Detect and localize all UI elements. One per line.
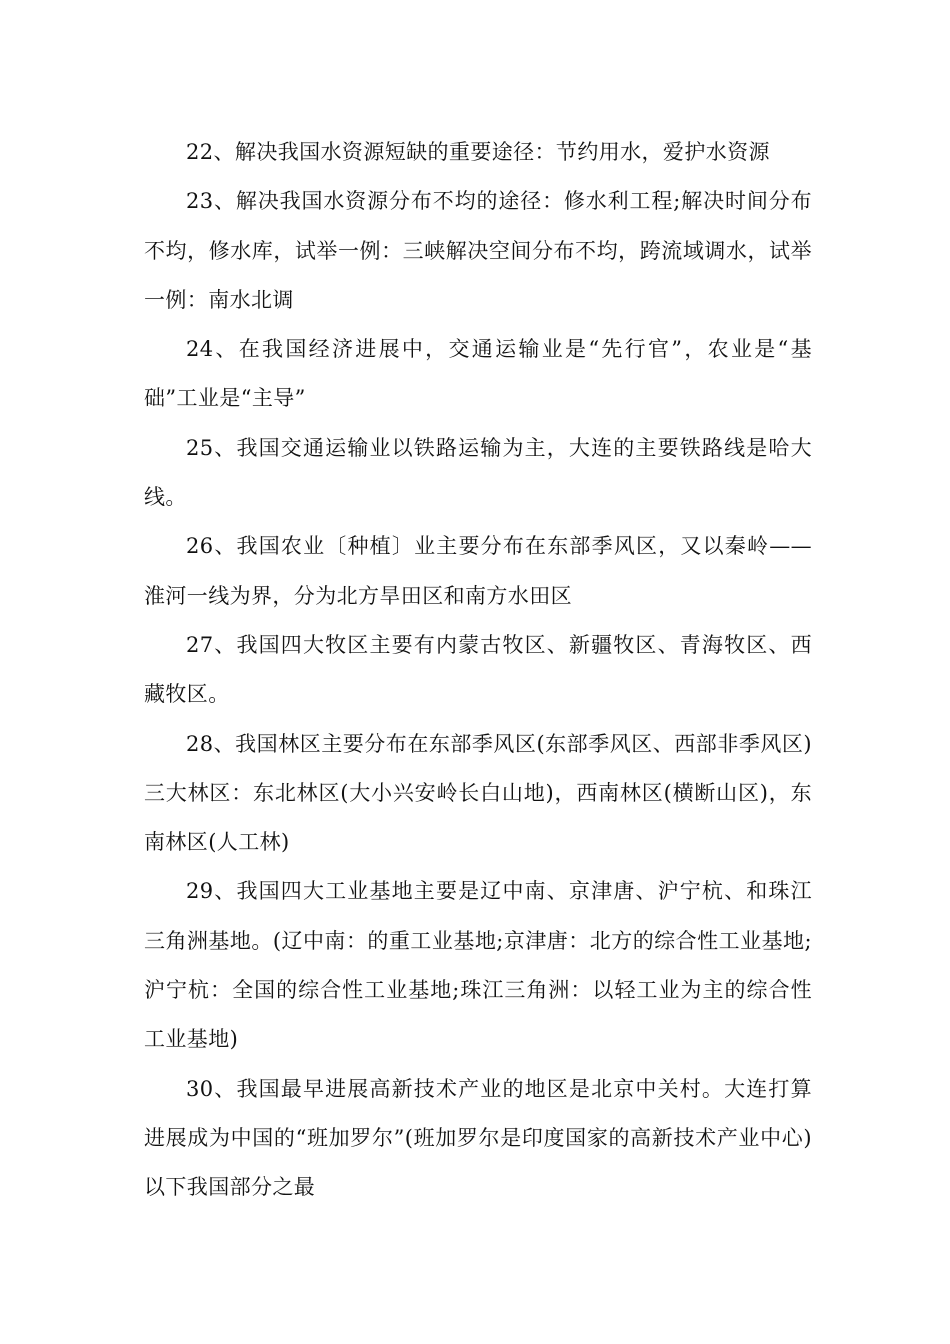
paragraph-27: 27、我国四大牧区主要有内蒙古牧区、新疆牧区、青海牧区、西藏牧区。	[144, 632, 812, 707]
document-body	[144, 128, 812, 1213]
paragraph-28: 28、我国林区主要分布在东部季风区(东部季风区、西部非季风区)三大林区：东北林区(大小兴安岭长白山地)，西南林区(横断山区)，东南林区(人工林)	[144, 731, 812, 855]
paragraph-22: 22、解决我国水资源短缺的重要途径：节约用水，爱护水资源	[186, 140, 770, 164]
paragraph-23: 23、解决我国水资源分布不均的途径：修水利工程;解决时间分布不均，修水库，试举一例：三峡解决空间分布不均，跨流域调水，试举一例：南水北调	[144, 189, 812, 312]
paragraph-25: 25、我国交通运输业以铁路运输为主，大连的主要铁路线是哈大线。	[144, 435, 812, 510]
paragraph-26: 26、我国农业〔种植〕业主要分布在东部季风区，又以秦岭——淮河一线为界，分为北方旱田区和南方水田区	[144, 534, 812, 608]
paragraph-24: 24、在我国经济进展中，交通运输业是“先行官”，农业是“基础”工业是“主导”	[144, 337, 812, 411]
paragraph-30: 30、我国最早进展高新技术产业的地区是北京中关村。大连打算进展成为中国的“班加罗尔”(班加罗尔是印度国家的高新技术产业中心)以下我国部分之最	[144, 1076, 812, 1200]
paragraph-29: 29、我国四大工业基地主要是辽中南、京津唐、沪宁杭、和珠江三角洲基地。(辽中南：的重工业基地;京津唐：北方的综合性工业基地;沪宁杭：全国的综合性工业基地;珠江三角洲：以轻工业为主的综合性工业基地)	[144, 879, 812, 1052]
